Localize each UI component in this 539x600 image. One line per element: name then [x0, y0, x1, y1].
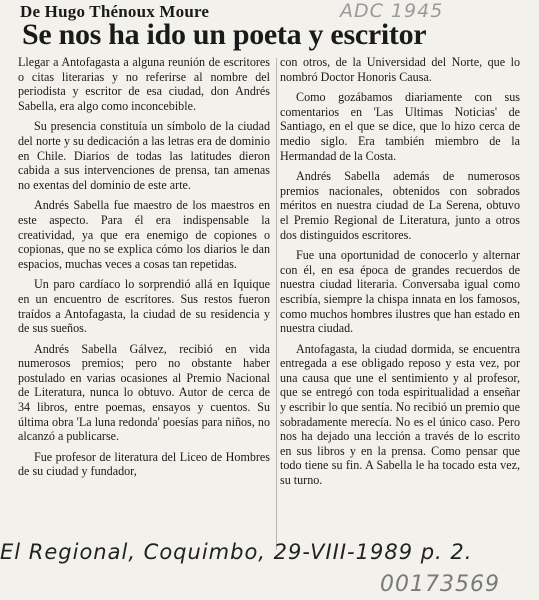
paragraph: Andrés Sabella Gálvez, recibió en vida numerosos premios; pero no obstante haber postulado en varias ocasiones al Premio Nacional de Literatura, nunca lo obtuvo. Autor de cerca de 34 libros, entre poemas, ensayos y cuentos. Su última obra 'La luna redonda' poesías para niños, no alcanzó a publicarse.: [18, 341, 270, 444]
handwritten-catalog-code: 00173569: [380, 572, 500, 597]
column-divider: [276, 58, 277, 550]
paragraph: con otros, de la Universidad del Norte, que lo nombró Doctor Honoris Causa.: [280, 55, 520, 84]
handwritten-source-note: El Regional, Coquimbo, 29-VIII-1989 p. 2.: [0, 540, 473, 564]
paragraph: Su presencia constituía un símbolo de la ciudad del norte y su dedicación a las letras era de dominio en Chile. Diarios de todas las latitudes dieron cabida a sus intervenciones de prensa, tan amenas no exentas del dominio de este arte.: [18, 119, 270, 192]
paragraph: Fue una oportunidad de conocerlo y alternar con él, en esa época de grandes recuerdos de nuestra ciudad literaria. Conversaba igual como escribía, siempre la chispa innata en los famosos, como muchos hombres ilustres que han estado en nuestra ciudad.: [280, 248, 520, 336]
paragraph: Un paro cardíaco lo sorprendió allá en Iquique en un encuentro de escritores. Sus restos fueron traídos a Antofagasta, la ciudad de su residencia y de sus sueños.: [18, 277, 270, 336]
paragraph: Como gozábamos diariamente con sus comentarios en 'Las Ultimas Noticias' de Santiago, en el que se dice, que lo hizo cerca de medio siglo. Era también miembro de la Hermandad de la Costa.: [280, 90, 520, 163]
paragraph: Fue profesor de literatura del Liceo de Hombres de su ciudad y fundador,: [18, 449, 270, 479]
handwritten-archive-note: ADC 1945: [340, 0, 444, 22]
article-right-column: [280, 55, 520, 494]
byline: De Hugo Thénoux Moure: [20, 2, 210, 21]
paragraph: Andrés Sabella además de numerosos premios nacionales, obtenidos con sobrados méritos en nuestra ciudad de La Serena, obtuvo el Premio Regional de Literatura, junto a otros dos distinguidos escritores.: [280, 169, 520, 242]
paragraph: Antofagasta, la ciudad dormida, se encuentra entregada a ese obligado reposo y esta vez, por una causa que une el sentimiento y al profesor, que se entregó con toda espiritualidad a enseñar y escribir lo que sentía. No recibió un premio que sobradamente merecía. No es el único caso. Pero nos ha dejado una lección a través de lo escrito en sus libros y en la prensa. Como pensar que todo tiene su fin. A Sabella le ha tocado esta vez, su turno.: [280, 341, 520, 488]
paragraph: Llegar a Antofagasta a alguna reunión de escritores o citas literarias y no referirse al nombre del periodista y escritor de esa ciudad, don Andrés Sabella, era algo como inconcebible.: [18, 55, 270, 113]
headline: Se nos ha ido un poeta y escritor: [22, 18, 427, 51]
article-left-column: [18, 55, 270, 485]
paragraph: Andrés Sabella fue maestro de los maestros en este aspecto. Para él era indispensable la creatividad, ya que era enemigo de copiones o copionas, que no se explica cómo los diarios le dan espacios, muchas veces a cosas tan repetidas.: [18, 198, 270, 271]
